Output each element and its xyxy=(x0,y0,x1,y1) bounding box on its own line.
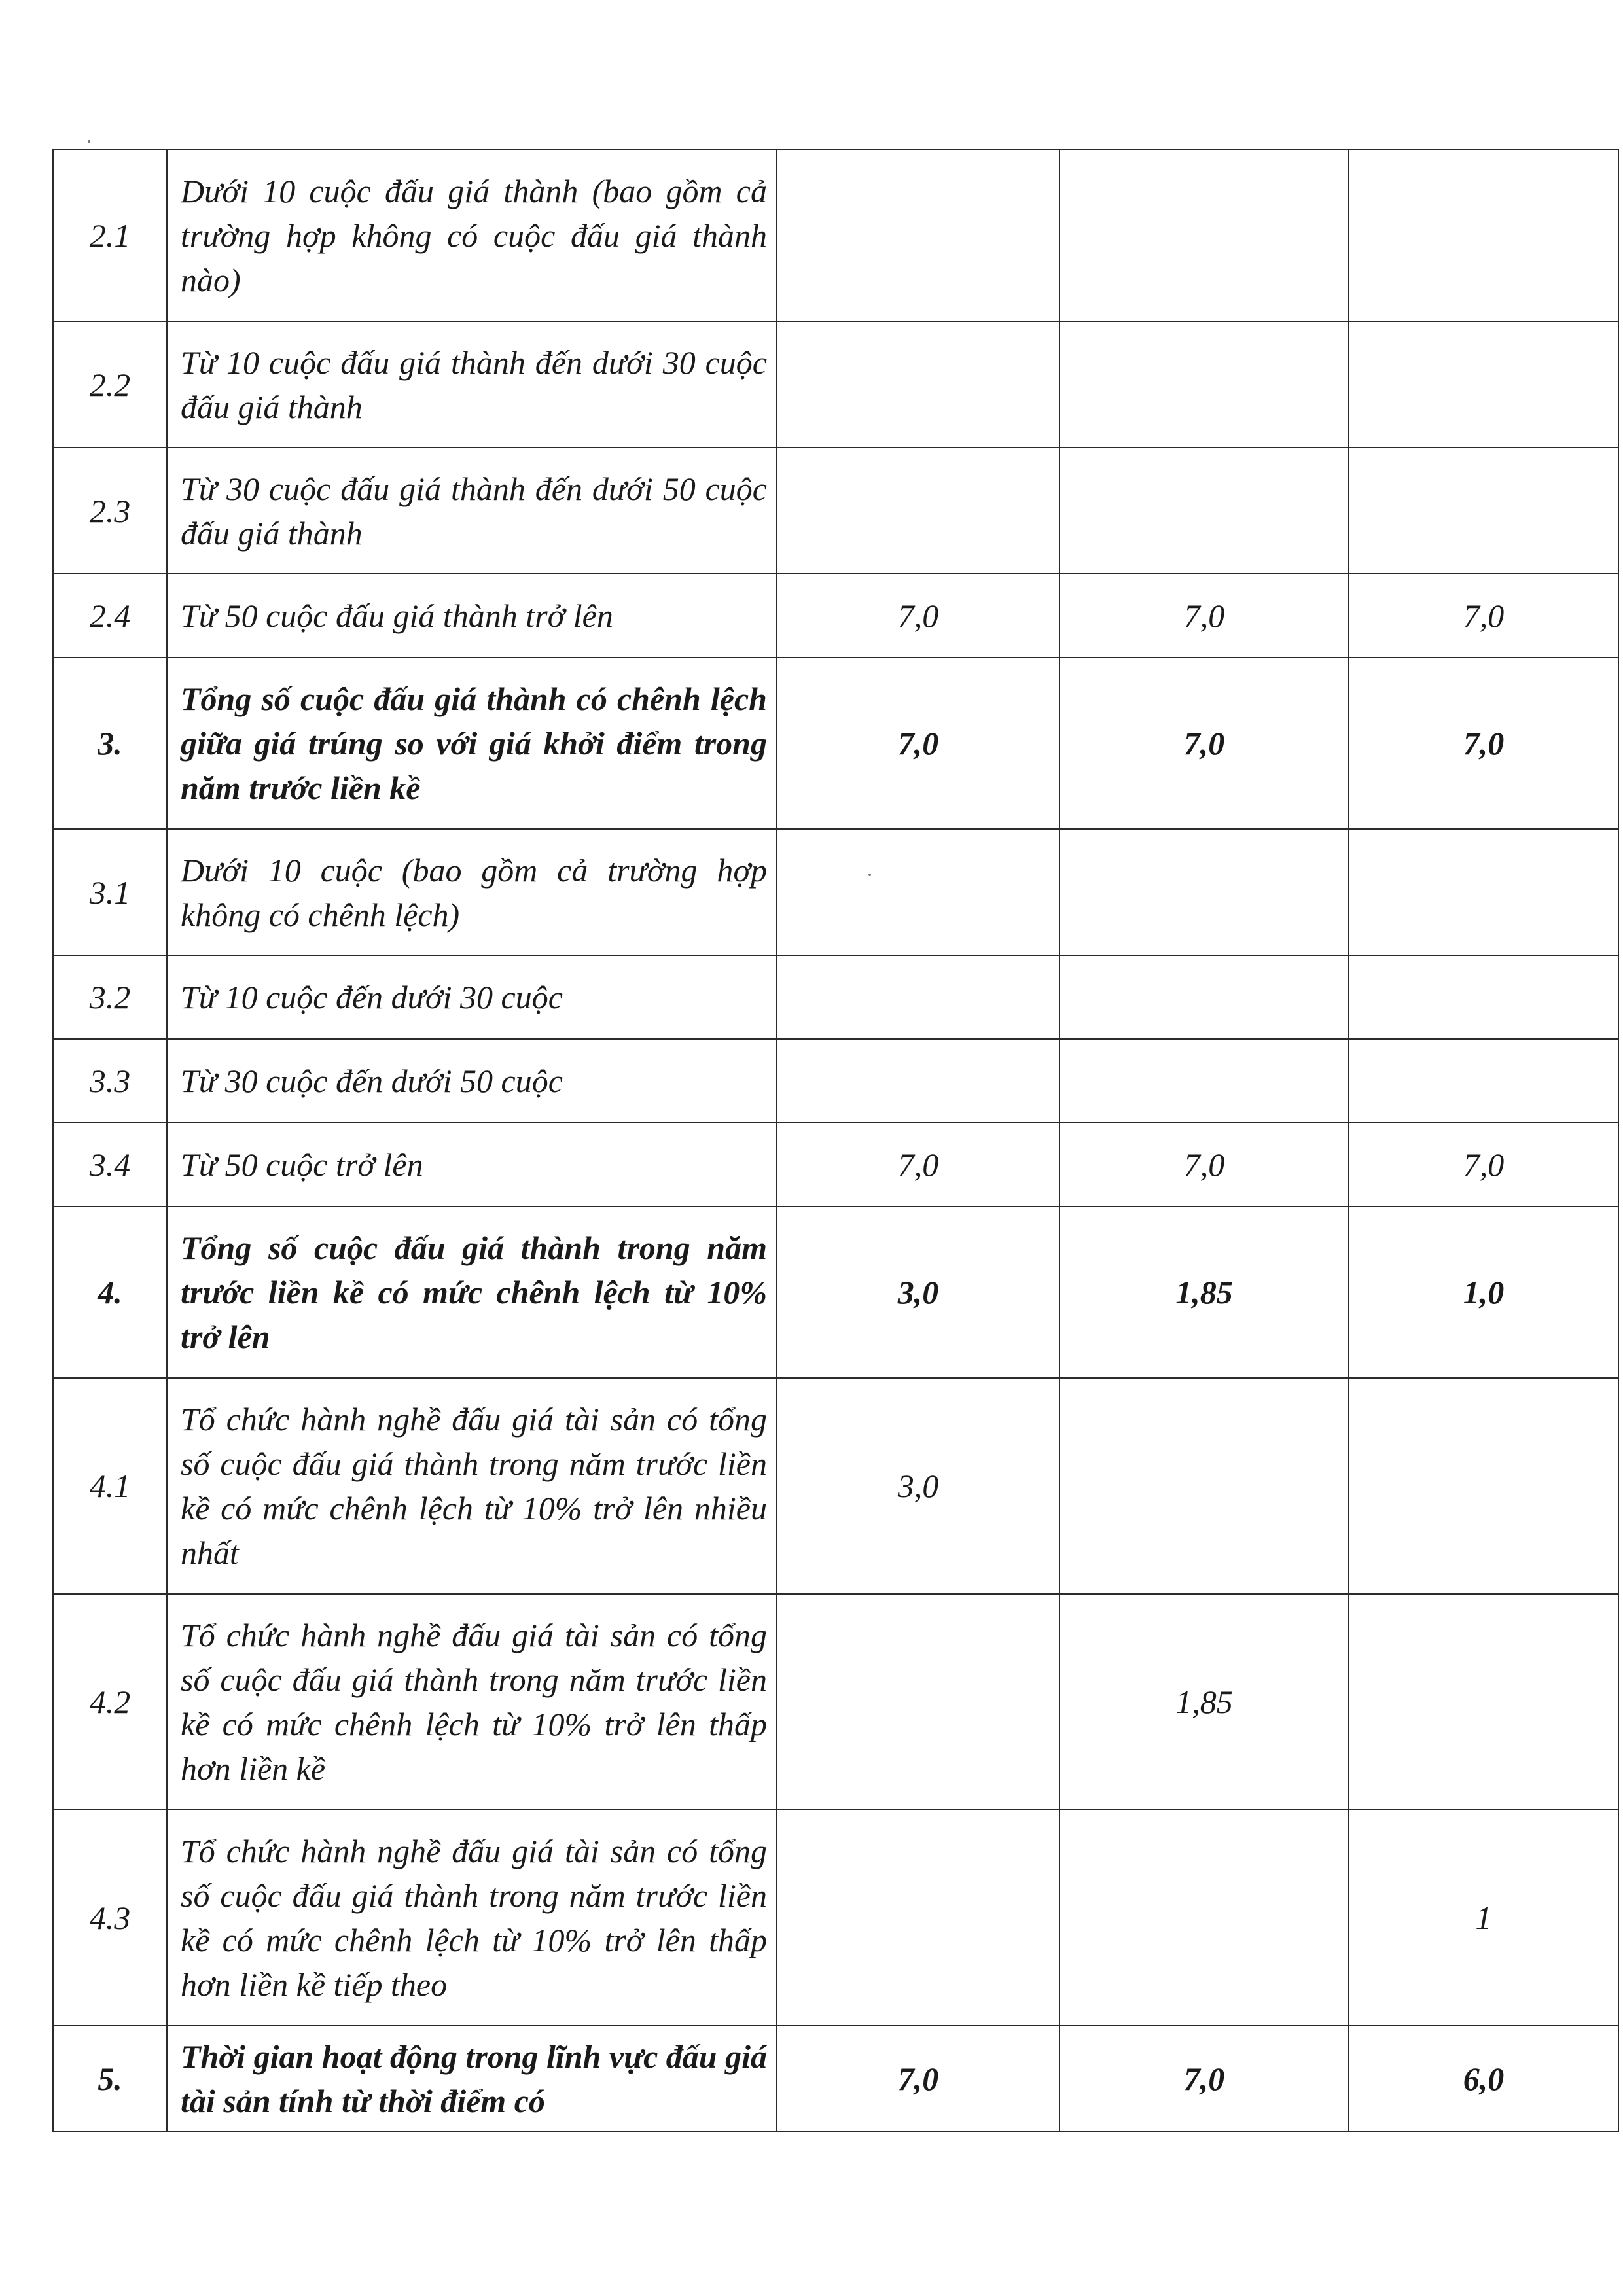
value-col-3: 6,0 xyxy=(1349,2026,1618,2132)
value-col-3 xyxy=(1349,448,1618,574)
row-description: Dưới 10 cuộc đấu giá thành (bao gồm cả trường hợp không có cuộc đấu giá thành nào) xyxy=(167,150,777,321)
row-number: 4. xyxy=(53,1207,167,1378)
value-col-2 xyxy=(1060,321,1349,448)
value-col-2 xyxy=(1060,955,1349,1039)
value-col-2 xyxy=(1060,1810,1349,2026)
value-col-2: 7,0 xyxy=(1060,574,1349,658)
table-row xyxy=(53,1378,1618,1594)
row-number: 4.3 xyxy=(53,1810,167,2026)
value-col-2 xyxy=(1060,1039,1349,1123)
table-row xyxy=(53,150,1618,321)
row-number: 3.2 xyxy=(53,955,167,1039)
value-col-1: 7,0 xyxy=(777,1123,1060,1207)
row-number: 3.3 xyxy=(53,1039,167,1123)
table-row xyxy=(53,955,1618,1039)
row-number: 2.1 xyxy=(53,150,167,321)
row-description: Từ 30 cuộc đấu giá thành đến dưới 50 cuộc đấu giá thành xyxy=(167,448,777,574)
row-description: Tổng số cuộc đấu giá thành có chênh lệch giữa giá trúng so với giá khởi điểm trong năm trước liền kề xyxy=(167,658,777,829)
value-col-3 xyxy=(1349,829,1618,955)
criteria-table xyxy=(52,149,1619,2132)
scan-mark xyxy=(868,874,871,876)
value-col-1 xyxy=(777,321,1060,448)
table-row xyxy=(53,658,1618,829)
row-description: Thời gian hoạt động trong lĩnh vực đấu giá tài sản tính từ thời điểm có xyxy=(167,2026,777,2132)
scan-mark xyxy=(88,140,90,143)
value-col-3 xyxy=(1349,150,1618,321)
value-col-1 xyxy=(777,448,1060,574)
value-col-2: 7,0 xyxy=(1060,1123,1349,1207)
value-col-1 xyxy=(777,150,1060,321)
value-col-1: 7,0 xyxy=(777,574,1060,658)
table-row xyxy=(53,1594,1618,1810)
value-col-2: 1,85 xyxy=(1060,1594,1349,1810)
value-col-2 xyxy=(1060,829,1349,955)
value-col-3 xyxy=(1349,955,1618,1039)
row-number: 4.2 xyxy=(53,1594,167,1810)
table-row xyxy=(53,1810,1618,2026)
table-row xyxy=(53,1039,1618,1123)
row-number: 3. xyxy=(53,658,167,829)
table-row xyxy=(53,829,1618,955)
value-col-3 xyxy=(1349,1378,1618,1594)
value-col-1: 3,0 xyxy=(777,1207,1060,1378)
row-number: 2.3 xyxy=(53,448,167,574)
row-description: Từ 50 cuộc đấu giá thành trở lên xyxy=(167,574,777,658)
value-col-3: 1,0 xyxy=(1349,1207,1618,1378)
value-col-2: 7,0 xyxy=(1060,2026,1349,2132)
value-col-3: 1 xyxy=(1349,1810,1618,2026)
row-description: Tổ chức hành nghề đấu giá tài sản có tổng số cuộc đấu giá thành trong năm trước liền kề có mức chênh lệch từ 10% trở lên nhiều nhất xyxy=(167,1378,777,1594)
value-col-1 xyxy=(777,1039,1060,1123)
value-col-2: 1,85 xyxy=(1060,1207,1349,1378)
table-body xyxy=(53,150,1618,2132)
value-col-3: 7,0 xyxy=(1349,1123,1618,1207)
row-description: Dưới 10 cuộc (bao gồm cả trường hợp không có chênh lệch) xyxy=(167,829,777,955)
row-description: Tổng số cuộc đấu giá thành trong năm trước liền kề có mức chênh lệch từ 10% trở lên xyxy=(167,1207,777,1378)
value-col-3 xyxy=(1349,1039,1618,1123)
table-row xyxy=(53,2026,1618,2132)
row-number: 5. xyxy=(53,2026,167,2132)
row-number: 2.2 xyxy=(53,321,167,448)
value-col-2: 7,0 xyxy=(1060,658,1349,829)
value-col-1 xyxy=(777,1594,1060,1810)
row-description: Từ 10 cuộc đến dưới 30 cuộc xyxy=(167,955,777,1039)
value-col-1: 3,0 xyxy=(777,1378,1060,1594)
table-row xyxy=(53,448,1618,574)
value-col-1 xyxy=(777,829,1060,955)
value-col-1 xyxy=(777,1810,1060,2026)
value-col-1: 7,0 xyxy=(777,2026,1060,2132)
value-col-3: 7,0 xyxy=(1349,658,1618,829)
row-number: 3.1 xyxy=(53,829,167,955)
value-col-3 xyxy=(1349,321,1618,448)
table-row xyxy=(53,321,1618,448)
value-col-1: 7,0 xyxy=(777,658,1060,829)
row-description: Từ 10 cuộc đấu giá thành đến dưới 30 cuộc đấu giá thành xyxy=(167,321,777,448)
table-row xyxy=(53,574,1618,658)
table-row xyxy=(53,1207,1618,1378)
row-number: 4.1 xyxy=(53,1378,167,1594)
value-col-2 xyxy=(1060,1378,1349,1594)
row-description: Từ 50 cuộc trở lên xyxy=(167,1123,777,1207)
table-row xyxy=(53,1123,1618,1207)
row-description: Tổ chức hành nghề đấu giá tài sản có tổng số cuộc đấu giá thành trong năm trước liền kề có mức chênh lệch từ 10% trở lên thấp hơn liền kề tiếp theo xyxy=(167,1810,777,2026)
value-col-2 xyxy=(1060,150,1349,321)
row-number: 2.4 xyxy=(53,574,167,658)
value-col-1 xyxy=(777,955,1060,1039)
value-col-3: 7,0 xyxy=(1349,574,1618,658)
row-number: 3.4 xyxy=(53,1123,167,1207)
value-col-2 xyxy=(1060,448,1349,574)
row-description: Từ 30 cuộc đến dưới 50 cuộc xyxy=(167,1039,777,1123)
value-col-3 xyxy=(1349,1594,1618,1810)
row-description: Tổ chức hành nghề đấu giá tài sản có tổng số cuộc đấu giá thành trong năm trước liền kề có mức chênh lệch từ 10% trở lên thấp hơn liền kề xyxy=(167,1594,777,1810)
